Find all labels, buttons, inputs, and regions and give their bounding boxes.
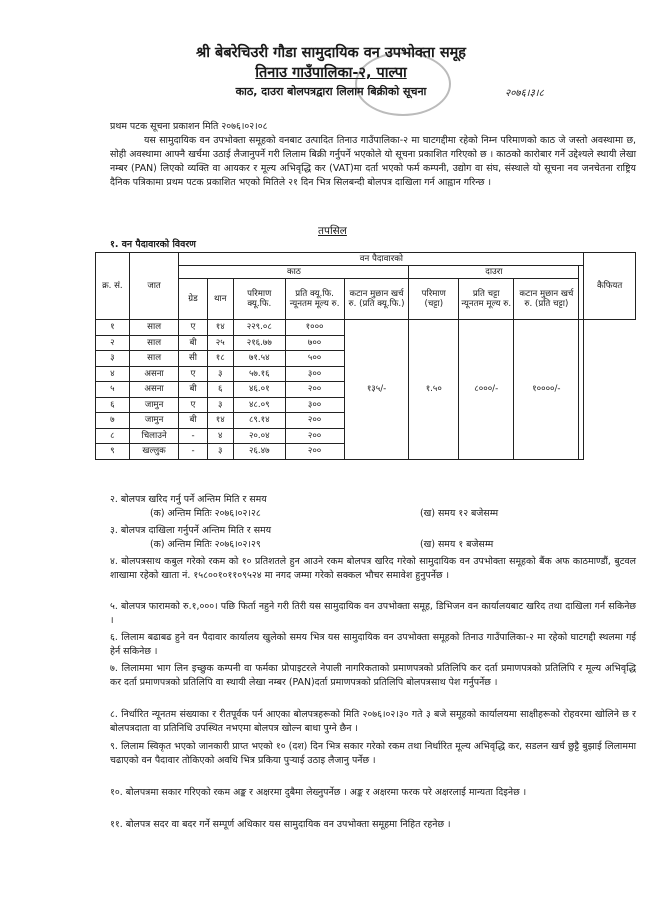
cell-grade: सी — [179, 351, 207, 367]
cell-qty: २२९.०८ — [233, 320, 285, 336]
item-2-time: (ख) समय १२ बजेसम्म — [420, 508, 499, 519]
item-11: ११. बोलपत्र सदर वा बदर गर्ने सम्पूर्ण अधिकार यस सामुदायिक वन उपभोक्ता समूहमा निहित रहनेछ । — [110, 819, 451, 830]
cell-qty-chatta: १.५० — [409, 320, 459, 460]
cell-species: जामुन — [129, 413, 179, 429]
th-qty-chatta: परिमाण (चट्टा) — [409, 279, 459, 320]
cell-price: ७०० — [285, 335, 344, 351]
th-timber: काठ — [179, 266, 409, 279]
cell-sn: ५ — [96, 382, 130, 398]
cell-min-price-chatta: ८०००/- — [459, 320, 514, 460]
cell-species: जामुन — [129, 397, 179, 413]
cell-sn: २ — [96, 335, 130, 351]
round-stamp — [355, 52, 451, 116]
cell-price: २०० — [285, 444, 344, 460]
cell-grade: बी — [179, 413, 207, 429]
item-3-title: ३. बोलपत्र दाखिला गर्नुपर्ने अन्तिम मिति र समय — [110, 525, 272, 536]
cell-price: २०० — [285, 428, 344, 444]
th-firewood: दाउरा — [409, 266, 579, 279]
item-8: ८. निर्धारित न्यूनतम संख्याका र रीतपूर्वक पर्न आएका बोलपत्रहरूको मिति २०७६।०२।३० गते ३ बजे समूहको कार्यालयमा साक्षीहरूको रोहवरमा खोलिने छ र बोलपत्रदाता वा प्रतिनिधि उपस्थित नभएमा बोलपत्र खोल्न बाधा पुग्ने छैन । — [110, 709, 636, 734]
item-9: ९. लिलाम स्विकृत भएको जानकारी प्राप्त भएको १० (दश) दिन भित्र सकार गरेको रकम तथा निर्धारित मूल्य अभिवृद्धि कर, सडलन खर्च छुट्टै बुझाई लिलाममा चढाएको वन पैदावार तोकिएको अवधि भित्र प्रकिया पुऱ्याई उठाइ लैजानु पर्नेछ । — [110, 741, 636, 766]
item-2-date: (क) अन्तिम मितिः २०७६।०२।२८ — [150, 508, 261, 519]
item-6: ६. लिलाम बढाबढ हुने वन पैदावार कार्यालय खुलेको समय भित्र यस सामुदायिक वन उपभोक्ता समूहको तिनाउ गाउँपालिका-२ मा रहेको घाटगद्दी स्थलमा गई हेर्न सकिनेछ । — [110, 632, 636, 657]
th-remarks: कैफियत — [584, 253, 636, 320]
cell-qty: २१६.७७ — [233, 335, 285, 351]
cell-grade: ए — [179, 320, 207, 336]
th-min-price-chatta: प्रति चट्टा न्यूनतम मूल्य रु. — [459, 279, 514, 320]
cell-cutting-chatta: १००००/- — [514, 320, 579, 460]
cell-grade: - — [179, 444, 207, 460]
cell-than: ३ — [207, 444, 233, 460]
handwritten-date: २०७६।३।८ — [505, 88, 544, 99]
org-name: श्री बेबरेचिउरी गौडा सामुदायिक वन उपभोक्ता समूह — [195, 45, 466, 61]
th-sn: क्र. सं. — [96, 253, 130, 320]
th-qty-cft: परिमाण क्यू.फि. — [233, 279, 285, 320]
th-than: थान — [207, 279, 233, 320]
table-row — [96, 320, 636, 336]
cell-sn: ९ — [96, 444, 130, 460]
table-title: १. वन पैदावारको विवरण — [110, 239, 196, 250]
cell-grade: बी — [179, 382, 207, 398]
cell-remarks — [579, 320, 584, 460]
cell-price: ५०० — [285, 351, 344, 367]
th-forest-product: वन पैदावारको — [179, 253, 584, 266]
cell-qty: २६.४७ — [233, 444, 285, 460]
cell-qty: ५७.१६ — [233, 366, 285, 382]
th-cutting-cft: कटान मुछान खर्च रु. (प्रति क्यू.फि.) — [344, 279, 409, 320]
cell-sn: ३ — [96, 351, 130, 367]
th-grade: ग्रेड — [179, 279, 207, 320]
cell-grade: ए — [179, 397, 207, 413]
org-address: तिनाउ गाउँपालिका-२, पाल्पा — [255, 65, 407, 81]
cell-than: ६ — [207, 382, 233, 398]
intro-paragraph: यस सामुदायिक वन उपभोक्ता समूहको वनबाट उत्पादित तिनाउ गाउँपालिका-२ मा घाटगद्दीमा रहेको निम्न परिमाणको काठ जे जस्तो अवस्थामा छ, सोही अवस्थामा आफ्नै खर्चमा उठाई लैजानुपर्ने गरी लिलाम बिक्री गर्नुपर्ने भएकोले यो सूचना प्रकाशित गरिएको छ । काठको कारोबार गर्ने उद्देश्यले स्थायी लेखा नम्बर (PAN) लिएको व्यक्ति वा आयकर र मूल्य अभिवृद्धि कर (VAT)मा दर्ता भएको फर्म कम्पनी, उद्योग वा संघ, संस्थाले यो सूचना नव जनचेतना राष्ट्रिय दैनिक पत्रिकामा प्रथम पटक प्रकाशित भएको मितिले २१ दिन भित्र सिलबन्दी बोलपत्र दाखिला गर्न आह्वान गरिन्छ । — [110, 135, 636, 188]
item-5: ५. बोलपत्र फारामको रु.१,०००। पछि फिर्ता नहुने गरी तिरी यस सामुदायिक वन उपभोक्ता समूह, डिभिजन वन कार्यालयबाट खरिद तथा दाखिला गर्न सकिनेछ । — [110, 601, 636, 626]
item-7: ७. लिलाममा भाग लिन इच्छुक कम्पनी वा फर्मका प्रोपाइटरले नेपाली नागरिकताको प्रमाणपत्रको प्रतिलिपि कर दर्ता प्रमाणपत्रको प्रतिलिपि र मूल्य अभिवृद्धि कर दर्ता प्रमाणपत्रको प्रतिलिपि वा स्थायी लेखा नम्बर (PAN)दर्ता प्रमाणपत्रको प्रतिलिपि बोलपत्रसाथ पेश गर्नुपर्नेछ । — [110, 663, 636, 688]
notice-title: काठ, दाउरा बोलपत्रद्वारा लिलाम बिक्रीको सूचना — [235, 85, 427, 98]
cell-than: ४ — [207, 428, 233, 444]
cell-species: साल — [129, 320, 179, 336]
cell-grade: बी — [179, 335, 207, 351]
publish-date: प्रथम पटक सूचना प्रकाशन मिति २०७६।०२।०८ — [110, 121, 268, 132]
item-3-date: (क) अन्तिम मितिः २०७६।०२।२९ — [150, 539, 261, 550]
th-species: जात — [129, 253, 179, 320]
cell-cutting-cft: १३५/- — [344, 320, 409, 460]
cell-species: असना — [129, 366, 179, 382]
cell-grade: ए — [179, 366, 207, 382]
item-4: ४. बोलपत्रसाथ कबुल गरेको रकम को १० प्रतिशतले हुन आउने रकम बोलपत्र खरिद गरेको सामुदायिक वन उपभोक्ता समूहको बैंक अफ काठमाण्डौं, बुटवल शाखामा रहेको खाता नं. १५८००१०११०९५२४ मा नगद जम्मा गरेको सक्कल भौचर समावेश हुनुपर्नेछ । — [110, 556, 636, 581]
cell-sn: ४ — [96, 366, 130, 382]
cell-qty: ४६.०१ — [233, 382, 285, 398]
cell-price: ३०० — [285, 366, 344, 382]
cell-species: असना — [129, 382, 179, 398]
cell-than: ३ — [207, 397, 233, 413]
cell-than: १४ — [207, 320, 233, 336]
cell-than: १८ — [207, 351, 233, 367]
cell-price: २०० — [285, 382, 344, 398]
cell-than: ३ — [207, 366, 233, 382]
th-min-price-cft: प्रति क्यू.फि. न्यूनतम मूल्य रु. — [285, 279, 344, 320]
item-3-time: (ख) समय १ बजेसम्म — [420, 539, 494, 550]
cell-price: २०० — [285, 413, 344, 429]
cell-qty: ७१.५४ — [233, 351, 285, 367]
item-2-title: २. बोलपत्र खरिद गर्नु पर्ने अन्तिम मिति र समय — [110, 494, 267, 505]
cell-species: चिलाउने — [129, 428, 179, 444]
cell-sn: १ — [96, 320, 130, 336]
cell-species: साल — [129, 351, 179, 367]
cell-sn: ७ — [96, 413, 130, 429]
cell-species: साल — [129, 335, 179, 351]
th-cutting-chatta: कटान मुछान खर्च रु. (प्रति चट्टा) — [514, 279, 579, 320]
cell-qty: ४८.०९ — [233, 397, 285, 413]
cell-grade: - — [179, 428, 207, 444]
forest-product-table — [95, 252, 636, 460]
section-title: तपसिल — [318, 225, 347, 237]
cell-price: १००० — [285, 320, 344, 336]
cell-than: १४ — [207, 413, 233, 429]
cell-than: २५ — [207, 335, 233, 351]
item-10: १०. बोलपत्रमा सकार गरिएको रकम अङ्क र अक्षरमा दुबैमा लेख्नुपर्नेछ । अङ्क र अक्षरमा फरक परे अक्षरलाई मान्यता दिइनेछ । — [110, 787, 527, 798]
cell-sn: ६ — [96, 397, 130, 413]
cell-species: खल्लुक — [129, 444, 179, 460]
cell-qty: ८९.१४ — [233, 413, 285, 429]
cell-sn: ८ — [96, 428, 130, 444]
cell-price: ३०० — [285, 397, 344, 413]
cell-qty: २०.०४ — [233, 428, 285, 444]
